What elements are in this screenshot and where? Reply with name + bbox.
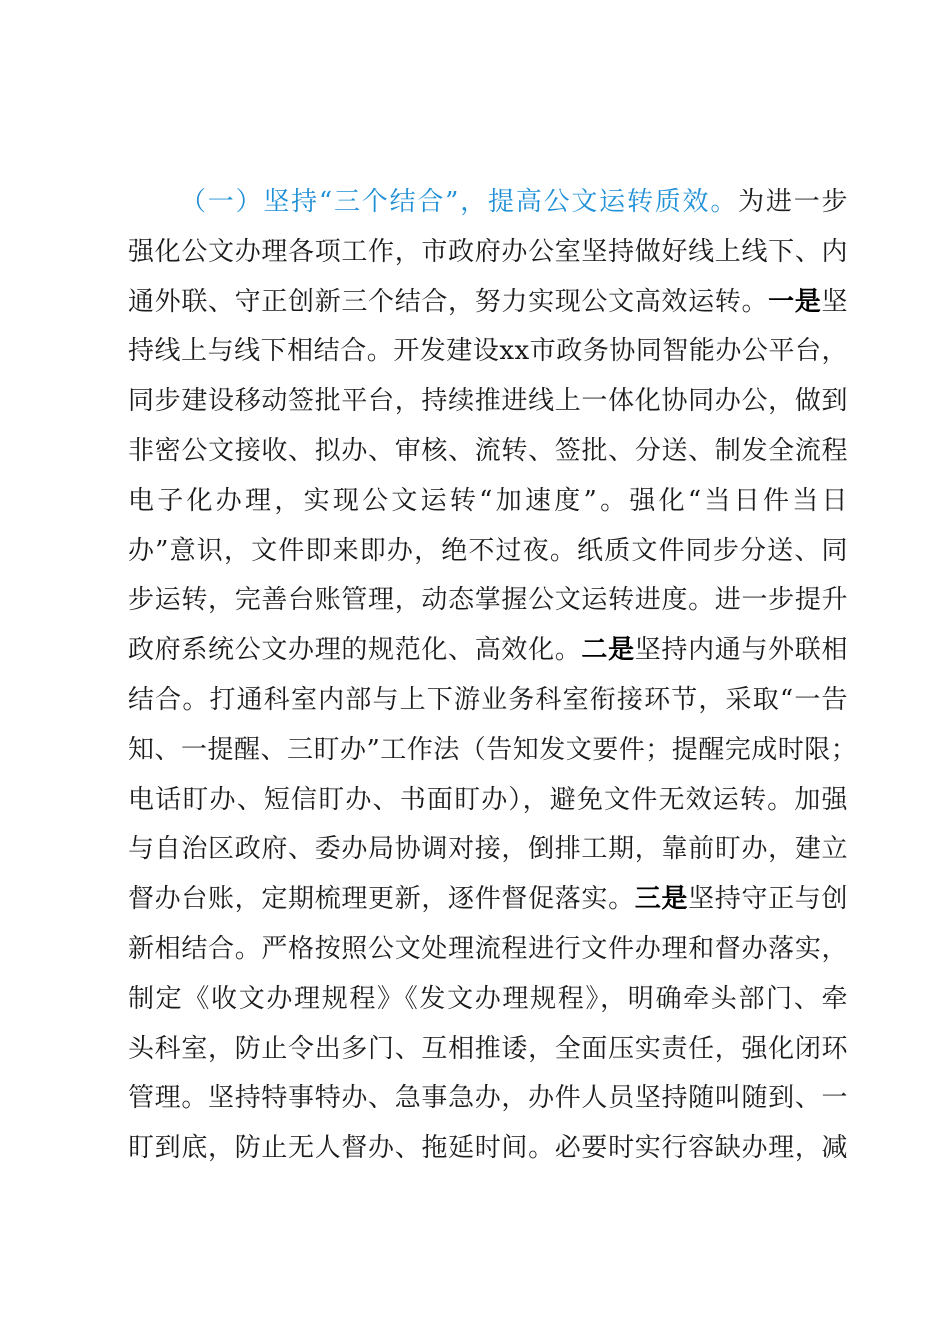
- text-segment: 办”意识，文件即来即办，绝不过夜。纸质文件同步分送、同: [128, 535, 848, 566]
- text-line: [128, 975, 848, 1025]
- text-segment: 盯到底，防止无人督办、拖延时间。必要时实行容缺办理，减: [128, 1133, 848, 1164]
- text-segment: 督办台账，定期梳理更新，逐件督促落实。: [128, 884, 635, 915]
- text-line: [128, 527, 848, 577]
- text-line: [128, 327, 848, 377]
- text-segment: 制定《收文办理规程》《发文办理规程》，明确牵头部门、牵: [128, 983, 848, 1014]
- text-line: [128, 776, 848, 826]
- text-line: [128, 1074, 848, 1124]
- text-line: [128, 726, 858, 776]
- text-segment: 坚: [821, 286, 848, 317]
- text-segment: 电子化办理，实现公文运转“加速度”。强化“当日件当日: [128, 485, 848, 516]
- text-line: [128, 825, 848, 875]
- text-segment: 头科室，防止令出多门、互相推诿，全面压实责任，强化闭环: [128, 1033, 848, 1064]
- text-segment: 强化公文办理各项工作，市政府办公室坚持做好线上线下、内: [128, 236, 848, 267]
- text-segment: 政府系统公文办理的规范化、高效化。: [128, 635, 582, 666]
- emphasis-label: 二是: [581, 635, 635, 666]
- emphasis-label: 一是: [768, 286, 822, 317]
- text-line: [128, 477, 848, 527]
- text-segment: 步运转，完善台账管理，动态掌握公文运转进度。进一步提升: [128, 585, 848, 616]
- text-line: [128, 676, 848, 726]
- paragraph-first-line: [128, 178, 848, 228]
- text-segment: 持线上与线下相结合。开发建设xx市政务协同智能办公平台，: [128, 336, 848, 367]
- text-line: [128, 576, 848, 626]
- text-segment: 知、一提醒、三盯办”工作法（告知发文要件；提醒完成时限；: [128, 734, 858, 765]
- text-segment: 坚持守正与创: [688, 884, 848, 915]
- text-segment: 电话盯办、短信盯办、书面盯办），避免文件无效运转。加强: [128, 784, 848, 815]
- text-segment: 新相结合。严格按照公文处理流程进行文件办理和督办落实，: [128, 933, 848, 964]
- text-segment: 为进一步: [738, 187, 848, 217]
- text-segment: 坚持内通与外联相: [634, 635, 848, 666]
- text-line: [128, 427, 848, 477]
- text-line: [128, 278, 848, 328]
- emphasis-label: 三是: [634, 884, 689, 915]
- text-segment: 与自治区政府、委办局协调对接，倒排工期，靠前盯办，建立: [128, 834, 848, 865]
- text-line: [128, 1124, 848, 1174]
- section-heading: （一）坚持“三个结合”，提高公文运转质效。: [180, 187, 739, 217]
- text-line: [128, 377, 848, 427]
- text-line: [128, 228, 848, 278]
- text-segment: 同步建设移动签批平台，持续推进线上一体化协同办公，做到: [128, 386, 848, 417]
- text-segment: 通外联、守正创新三个结合，努力实现公文高效运转。: [128, 286, 769, 317]
- text-line: [128, 925, 848, 975]
- text-segment: 管理。坚持特事特办、急事急办，办件人员坚持随叫随到、一: [128, 1083, 848, 1114]
- document-body: [128, 178, 858, 1174]
- text-line: [128, 626, 848, 676]
- text-segment: 非密公文接收、拟办、审核、流转、签批、分送、制发全流程: [128, 435, 848, 466]
- text-segment: 结合。打通科室内部与上下游业务科室衔接环节，采取“一告: [128, 684, 848, 715]
- text-line: [128, 1025, 848, 1075]
- text-line: [128, 875, 848, 925]
